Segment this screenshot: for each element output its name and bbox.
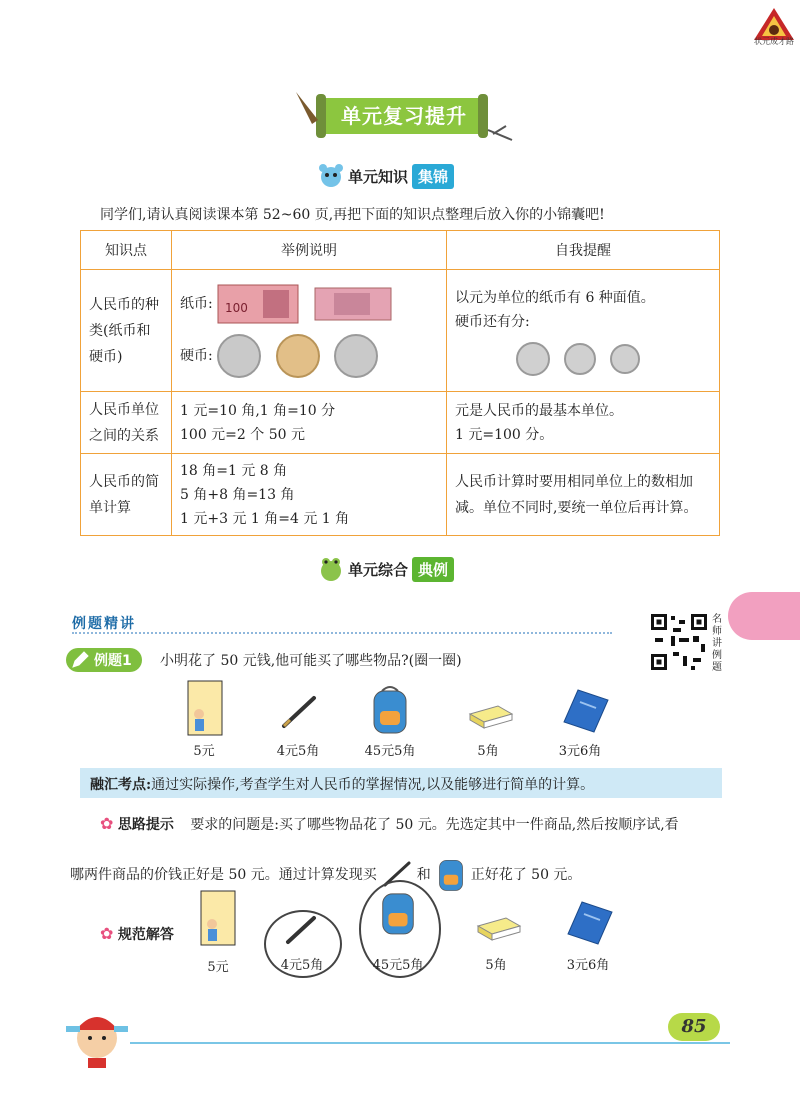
mascot-icon [318,163,344,189]
example-line: 5 角+8 角=13 角 [180,486,295,503]
mascot-boy-icon [62,1004,132,1068]
hint-text-2b: 和 [416,867,431,883]
table-row [81,270,720,392]
flower-icon: ✿ [100,924,114,943]
section-tag: 典例 [412,557,454,582]
hint-text-2a: 哪两件商品的价钱正好是 50 元。通过计算发现买 [70,867,377,883]
remind-line: 人民币计算时要用相同单位上的数相加减。单位不同时,要统一单位后再计算。 [455,473,698,516]
footer-line [130,1042,730,1044]
price-label: 4元5角 [276,744,320,759]
knowledge-point: 人民币的种类(纸币和硬币) [81,270,172,392]
table-header: 自我提醒 [447,231,720,270]
table-header-row [81,231,720,270]
price-label: 45元5角 [364,744,416,759]
section-label: 单元知识 [348,167,409,186]
knowledge-table [80,230,720,536]
backpack-icon [435,856,467,892]
eraser-icon [468,704,514,730]
remind-line: 以元为单位的纸币有 6 种面值。 [455,289,655,306]
hint-line [100,814,679,834]
dotted-divider [72,632,612,634]
coin-5-jiao-icon [276,334,320,378]
pencil-icon [70,650,90,670]
section-label: 单元综合 [348,560,409,579]
remind-cell [447,270,720,392]
pen-icon [284,914,320,946]
knowledge-point: 人民币的简单计算 [81,454,172,536]
backpack-icon [368,685,412,735]
example-line: 100 元=2 个 50 元 [180,426,305,443]
banknote-jiao-icon [314,287,392,321]
example-cell [172,270,447,392]
notebook-icon [566,900,614,946]
price-label: 5元 [193,744,215,759]
hint-line [70,856,581,892]
key-point-bar [80,768,722,798]
example-line: 1 元+3 元 1 角=4 元 1 角 [180,510,350,527]
table-row [81,454,720,536]
coin-5-fen-icon [516,342,550,376]
key-point-body: 通过实际操作,考查学生对人民币的掌握情况,以及能够进行简单的计算。 [151,777,595,793]
remind-line: 元是人民币的最基本单位。 [455,402,623,419]
key-point-label: 融汇考点: [90,777,152,793]
table-row [81,392,720,454]
example-cell [172,454,447,536]
hint-text-1: 要求的问题是:买了哪些物品花了 50 元。先选定其中一件商品,然后按顺序试,看 [190,817,679,833]
price-label: 5角 [485,958,507,973]
table-header: 举例说明 [172,231,447,270]
qr-label: 名师讲例题 [712,614,722,673]
example-line: 1 元=10 角,1 角=10 分 [180,402,336,419]
key-point-text [90,774,594,794]
example-section-title: 例题精讲 [72,616,136,632]
coin-1-yuan-icon [217,334,261,378]
remind-line: 1 元=100 分。 [455,426,554,443]
coin-1-jiao-icon [334,334,378,378]
banner-title: 单元复习提升 [341,104,467,128]
backpack-icon [377,888,419,936]
coin-2-fen-icon [564,343,596,375]
frog-mascot-icon [318,556,344,582]
price-label: 4元5角 [280,958,324,973]
book-icon [187,680,223,736]
remind-cell [447,454,720,536]
example-cell [172,392,447,454]
remind-cell [447,392,720,454]
section-header-knowledge [318,162,454,190]
price-label: 3元6角 [558,744,602,759]
fen-coins [455,342,711,376]
price-label: 45元5角 [372,958,424,973]
section-header-examples [318,555,454,583]
page-number: 85 [668,1013,720,1041]
side-tab-decoration [728,592,800,640]
publisher-logo-text: 状元成才路 [754,37,794,46]
banknote-100-icon [217,284,299,324]
intro-text: 同学们,请认真阅读课本第 52~60 页,再把下面的知识点整理后放入你的小锦囊吧! [100,207,605,223]
example-question: 小明花了 50 元钱,他可能买了哪些物品?(圈一圈) [160,653,462,669]
table-header: 知识点 [81,231,172,270]
price-label: 5角 [477,744,499,759]
notebook-icon [562,688,610,734]
example-badge: 例题1 [66,648,142,672]
remind-line: 硬币还有分: [455,313,530,330]
answer-label: 规范解答 [117,927,174,943]
price-label: 3元6角 [566,958,610,973]
knowledge-point: 人民币单位之间的关系 [81,392,172,454]
answer-header [100,924,174,944]
flower-icon: ✿ [100,814,114,833]
hint-text-2c: 正好花了 50 元。 [470,867,582,883]
svg-text:100: 100 [225,300,249,315]
coin-label: 硬币: [180,347,213,364]
hint-label: 思路提示 [117,817,174,833]
eraser-icon [476,916,522,942]
example-line: 18 角=1 元 8 角 [180,462,288,479]
price-label: 5元 [207,960,229,975]
coin-1-fen-icon [610,344,640,374]
section-tag: 集锦 [412,164,454,189]
qr-code-icon[interactable] [649,612,709,672]
paper-money-label: 纸币: [180,295,213,312]
book-icon [200,890,236,946]
pen-icon [280,694,320,730]
